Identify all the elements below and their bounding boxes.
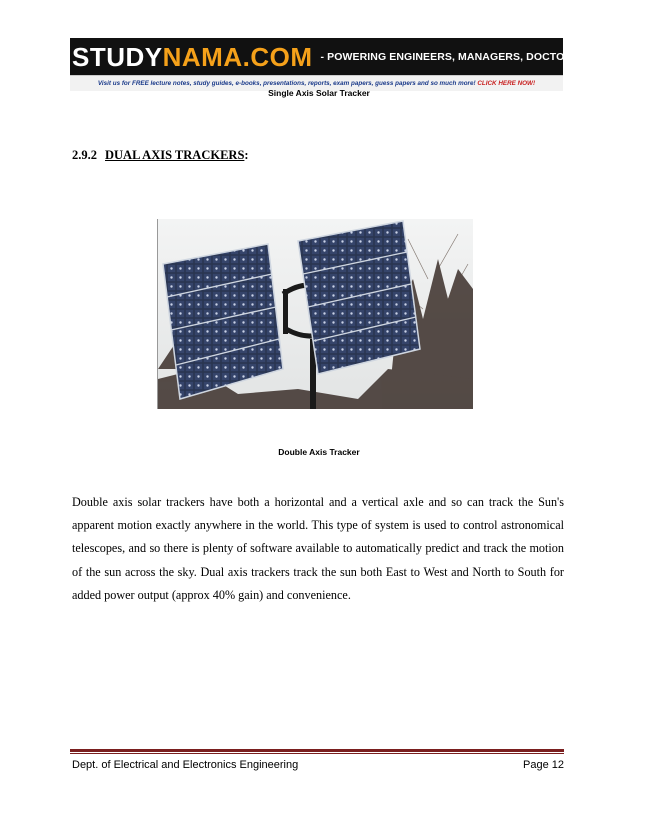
studynama-banner[interactable] xyxy=(70,38,649,91)
section-heading xyxy=(72,148,249,163)
section-number: 2.9.2 xyxy=(72,148,97,162)
previous-figure-caption: Single Axis Solar Tracker xyxy=(268,88,370,98)
dual-axis-tracker-photo xyxy=(157,219,472,409)
figure-caption: Double Axis Tracker xyxy=(278,447,360,457)
section-title: DUAL AXIS TRACKERS xyxy=(105,148,245,162)
footer-divider xyxy=(70,749,564,752)
footer-department: Dept. of Electrical and Electronics Engineering xyxy=(72,759,299,771)
footer-divider-thin xyxy=(70,753,564,754)
brand-logo: STUDYNAMA.COM xyxy=(72,41,313,72)
banner-header xyxy=(70,38,649,75)
solar-panel-illustration xyxy=(158,219,473,409)
brand-tagline: - POWERING ENGINEERS, MANAGERS, DOCTORS & LAWYERS. xyxy=(320,50,649,63)
promo-text: Visit us for FREE lecture notes, study guides, e-books, presentations, reports, exam papers, guess papers and so much more! CLICK HERE NOW! xyxy=(97,80,536,87)
click-here-link[interactable]: CLICK HERE NOW! xyxy=(477,80,536,87)
right-solar-panel xyxy=(298,221,420,374)
section-title-suffix: : xyxy=(244,148,249,162)
body-paragraph: Double axis solar trackers have both a horizontal and a vertical axle and so can track the Sun's apparent motion exactly anywhere in the world. This type of system is used to control astronomical telescopes, and so there is plenty of software available to automatically predict and track the motion of the sun across the sky. Dual axis trackers track the sun both East to West and North to South for added power output (approx 40% gain) and convenience. xyxy=(72,495,564,602)
page-number: Page 12 xyxy=(523,759,564,771)
